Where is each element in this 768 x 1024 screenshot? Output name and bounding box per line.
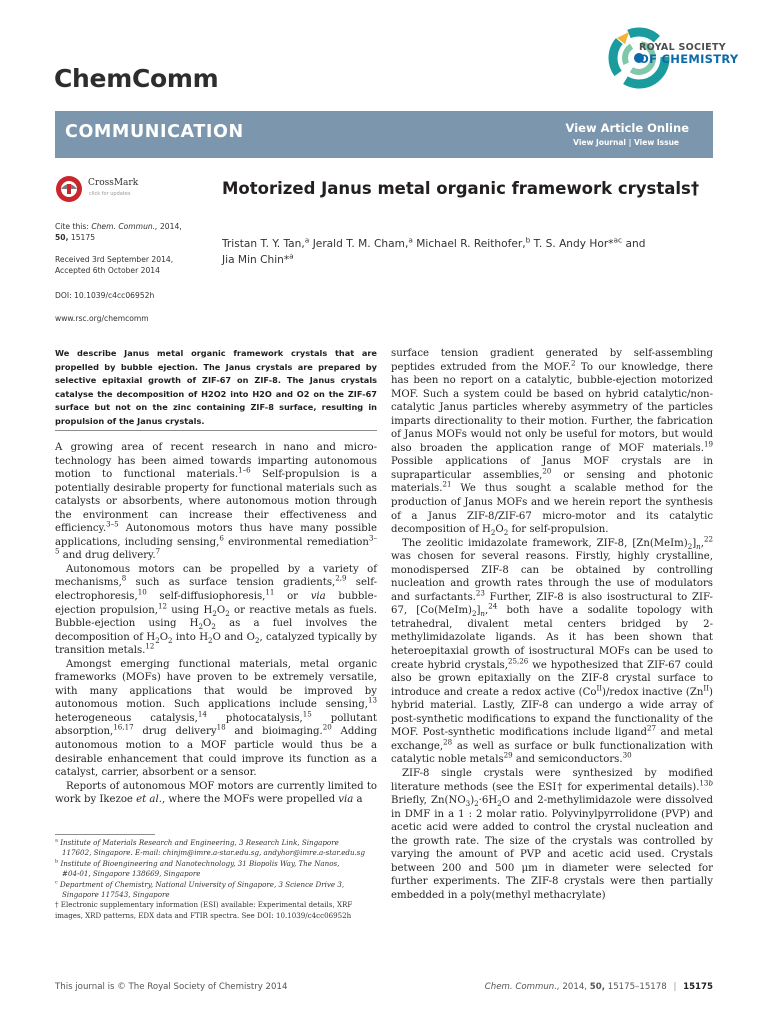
footer-citation xyxy=(485,982,713,992)
body-column-right xyxy=(391,347,713,902)
author-1-affil: a xyxy=(304,235,310,245)
cite-this xyxy=(55,221,205,243)
view-journal-link[interactable]: View Journal xyxy=(573,138,626,147)
author-4-affil: ac xyxy=(613,235,623,245)
page-number: 15175 xyxy=(683,982,713,992)
cite-prefix: Cite this: xyxy=(55,222,89,231)
footnote-c xyxy=(55,880,380,890)
footnote-a xyxy=(55,838,380,848)
body-paragraph-6: The zeolitic imidazolate framework, ZIF-8, $[Zn(MeIm)_2]_n,^{22}$ was chosen for several reasons. Firstly, highly crystalline, monodispersed ZIF-8 can be obtained by controlling nucleation and growth rates through the use of modulators and surfactants.$^{23}$ Further, ZIF-8 is also isostructural to ZIF-67, $[Co(MeIm)_2]_n,^{24}$ both have a sodalite topology with tetrahedral, divalent metal centers bridged by 2-methylimidazolate ligands. As it has been shown that heteroepitaxial growth of isostructural MOFs can be used to create hybrid crystals,$^{25,26}$ we hypothesized that ZIF-67 could also be grown epitaxially on the ZIF-8 crystal surface to introduce and create a redox active $(Co^{II})$/redox inactive $(Zn^{II})$ hybrid material. Lastly, ZIF-8 can undergo a wide array of post-synthetic modifications to expand the functionality of the MOF. Post-synthetic modifications include ligand$^{27}$ and metal exchange,$^{28}$ as well as surface or bulk functionalization with catalytic noble metals$^{29}$ and semiconductors.$^{30}$ xyxy=(391,534,713,766)
rsc-wordmark xyxy=(639,43,739,64)
body-column-left xyxy=(55,441,377,807)
footer-journal: Chem. Commun., xyxy=(484,982,560,992)
accepted-date: Accepted 6th October 2014 xyxy=(55,266,160,275)
author-3: Michael R. Reithofer, xyxy=(416,238,526,250)
article-title: Motorized Janus metal organic framework crystals† xyxy=(222,179,700,198)
footnote-b-text: Institute of Bioengineering and Nanotechnology, 31 Biopolis Way, The Nanos, xyxy=(60,858,340,868)
footnote-b-mark: b xyxy=(55,858,59,865)
footnote-a-cont xyxy=(55,848,380,858)
body-paragraph-1: A growing area of recent research in nano and micro-technology has been aimed towards imparting autonomous motion to functional materials.$^{1-6}$ Self-propulsion is a potentially desirable property for functional materials such as catalysts or absorbents, where autonomous motion through the environment can increase their effectiveness and efficiency.$^{3-5}$ Autonomous motors thus have many possible applications, including sensing,$^6$ environmental remediation$^{3-5}$ and drug delivery.$^7$ xyxy=(55,442,377,562)
crossmark-icon xyxy=(55,175,83,203)
author-4: T. S. Andy Hor* xyxy=(533,238,614,250)
view-links xyxy=(573,138,679,147)
footer-separator: | xyxy=(673,982,677,992)
body-paragraph-3: Amongst emerging functional materials, metal organic frameworks (MOFs) have proven to be extremely versatile, with many applications that would be improved by autonomous motion. Such applications include sensing,$^{13}$ heterogeneous catalysis,$^{14}$ photocatalysis,$^{15}$ pollutant absorption,$^{16,17}$ drug delivery$^{18}$ and bioimaging.$^{20}$ Adding autonomous motion to a MOF particle would thus be a desirable enhancement that could improve its function as a catalyst, carrier, absorbent or a sensor. xyxy=(55,658,378,779)
author-2-affil: a xyxy=(408,235,413,245)
body-paragraph-4: Reports of autonomous MOF motors are currently limited to work by Ikezoe et al., where the MOFs were propelled via a xyxy=(55,780,377,806)
cite-pages: 15175 xyxy=(70,233,96,242)
author-list xyxy=(222,237,712,268)
footnote-c-mark: c xyxy=(55,879,58,886)
view-issue-link[interactable]: View Issue xyxy=(633,138,679,147)
footnote-c-cont xyxy=(55,890,380,900)
article-type-banner xyxy=(55,111,713,158)
received-dates xyxy=(55,254,205,276)
doi: DOI: 10.1039/c4cc06952h xyxy=(55,291,155,300)
footnote-divider xyxy=(55,834,155,835)
author-2: Jerald T. M. Cham, xyxy=(312,238,409,250)
footnote-b xyxy=(55,859,380,869)
author-and: and xyxy=(625,238,646,250)
cite-year: 2014, xyxy=(159,222,182,231)
author-1: Tristan T. Y. Tan, xyxy=(222,238,305,250)
received-date: Received 3rd September 2014, xyxy=(55,255,174,264)
footnote-esi: † Electronic supplementary information (ESI) available: Experimental details, XRF images, XRD patterns, EDX data and FTIR spectra. See DOI: 10.1039/c4cc06952h xyxy=(55,900,353,920)
footnote-a-text: Institute of Materials Research and Engineering, 3 Research Link, Singapore xyxy=(60,838,339,847)
view-links-separator: | xyxy=(628,138,632,147)
article-type-label: COMMUNICATION xyxy=(65,122,244,142)
footnote-b-text2: #04-01, Singapore 138669, Singapore xyxy=(62,869,201,879)
footnote-a-text2: 117602, Singapore. E-mail: chinjm@imre.a-star.edu.sg, andyhor@imre.a-star.edu.sg xyxy=(62,848,365,858)
crossmark-badge[interactable] xyxy=(55,175,145,203)
author-5: Jia Min Chin* xyxy=(222,253,290,266)
view-article-online-link[interactable]: View Article Online xyxy=(565,121,689,135)
footnote-c-text: Department of Chemistry, National University of Singapore, 3 Science Drive 3, xyxy=(60,879,345,889)
body-paragraph-2: Autonomous motors can be propelled by a variety of mechanisms,$^8$ such as surface tension gradients,$^{2,9}$ self-electrophoresis,$^{10}$ self-diffusiophoresis,$^{11}$ or via bubble-ejection propulsion,$^{12}$ using $H_2O_2$ or reactive metals as fuels. Bubble-ejection using $H_2O_2$ as a fuel involves the decomposition of $H_2O_2$ into $H_2O$ and $O_2$, catalyzed typically by transition metals.$^{12}$ xyxy=(55,563,377,657)
footer-copyright: This journal is © The Royal Society of Chemistry 2014 xyxy=(55,982,288,992)
abstract-divider xyxy=(55,430,377,431)
footnote-a-mark: a xyxy=(55,837,58,844)
footer-volume: 50, xyxy=(589,982,605,992)
cite-volume: 50, xyxy=(55,233,69,242)
author-5-affil: a xyxy=(289,250,294,260)
footnote-b-cont xyxy=(55,869,380,879)
journal-name: ChemComm xyxy=(54,64,219,93)
footnote-c-text2: Singapore 117543, Singapore xyxy=(62,890,170,900)
rsc-line1: ROYAL SOCIETY xyxy=(639,42,726,53)
journal-url[interactable]: www.rsc.org/chemcomm xyxy=(55,314,149,323)
cite-journal: Chem. Commun., xyxy=(91,222,158,231)
rsc-line2: OF CHEMISTRY xyxy=(639,51,739,66)
body-paragraph-7: ZIF-8 single crystals were synthesized by modified literature methods (see the ESI† for experimental details).$^{13b}$ Briefly, $Zn(NO_3)_2\cdot 6H_2O$ and 2-methylimidazole were dissolved in DMF in a 1 : 2 molar ratio. Polyvinylpyrrolidone (PVP) and acetic acid were added to control the crystal nucleation and the growth rate. The size of the crystals was controlled by varying the amount of PVP and acetic acid used. Crystals between 200 and 500 μm in diameter were selected for further experiments. The ZIF-8 crystals were then partially embedded in a poly(methyl methacrylate) xyxy=(391,767,713,901)
body-paragraph-5: surface tension gradient generated by self-assembling peptides extruded from the MOF.$^2$ To our knowledge, there has been no report on a catalytic, bubble-ejection motorized MOF. Such a system could be based on hybrid catalytic/non-catalytic Janus particles whereby asymmetry of the particles imparts directionality to their motion. Further, the fabrication of Janus MOFs would not only be useful for motors, but would also broaden the application range of MOF materials.$^{19}$ Possible applications of Janus MOF crystals are in supraparticular assemblies,$^{20}$ or sensing and photonic materials.$^{21}$ We thus sought a scalable method for the production of Janus MOFs and we herein report the synthesis of a Janus ZIF-8/ZIF-67 micro-motor and its catalytic decomposition of $H_2O_2$ for self-propulsion. xyxy=(391,348,713,538)
crossmark-name: CrossMark xyxy=(88,178,139,188)
author-3-affil: b xyxy=(525,235,531,245)
footer-year: 2014, xyxy=(562,982,588,992)
footnotes xyxy=(55,838,380,921)
crossmark-sub: click for updates xyxy=(89,191,131,197)
footer-pages: 15175–15178 xyxy=(607,982,667,992)
abstract: We describe Janus metal organic framework crystals that are propelled by bubble ejection. The Janus crystals are prepared by selective epitaxial growth of ZIF-67 on ZIF-8. The Janus crystals catalyse the decomposition of H2O2 into H2O and O2 on the ZIF-67 surface but not on the zinc containing ZIF-8 surface, resulting in propulsion of the Janus crystals. xyxy=(55,348,377,426)
